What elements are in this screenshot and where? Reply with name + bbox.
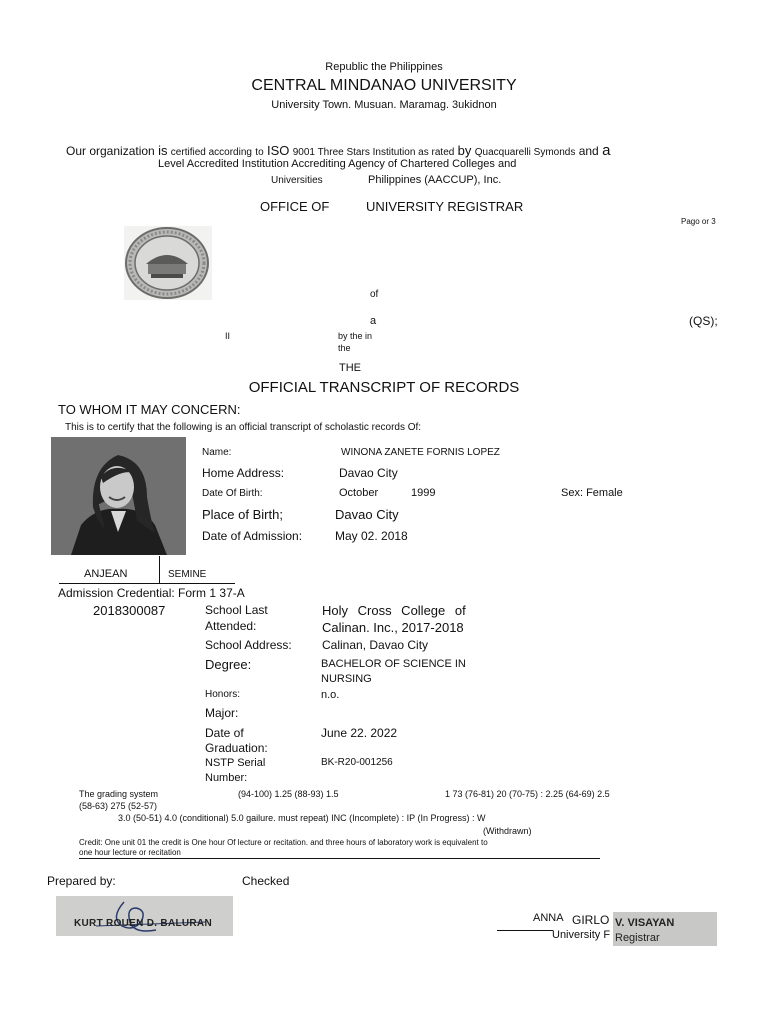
honors-label: Honors: <box>205 689 241 700</box>
grading-label: The grading system <box>79 789 159 799</box>
name-semine: SEMINE <box>168 569 207 580</box>
page-number: Pago or 3 <box>681 217 716 226</box>
registrar-signature: V. VISAYAN Registrar <box>613 912 717 946</box>
doa-label: Date of Admission: <box>202 529 303 543</box>
name-anjean: ANJEAN <box>84 568 128 580</box>
school-address: Calinan, Davao City <box>322 638 429 652</box>
name-label: Name: <box>202 447 232 458</box>
nstp-label-2: Number: <box>205 772 248 784</box>
fragment-the-small: the <box>338 343 351 353</box>
grading-line-2: (58-63) 275 (52-57) <box>79 801 158 811</box>
university-address: University Town. Musuan. Maramag. 3ukidnon <box>271 99 497 111</box>
fragment-the: THE <box>339 362 361 374</box>
grading-line-3: 3.0 (50-51) 4.0 (conditional) 5.0 gailure. must repeat) INC (Incomplete) : IP (In Progress) : W <box>118 813 486 823</box>
graduation-label-1: Date of <box>205 726 244 740</box>
student-name: WINONA ZANETE FORNIS LOPEZ <box>341 447 500 458</box>
school-last-label-1: School Last <box>205 603 268 617</box>
school-last-label-2: Attended: <box>205 619 257 633</box>
divider-horizontal <box>59 583 235 584</box>
certification-line-3b: Philippines (AACCUP), Inc. <box>368 174 502 186</box>
student-id: 2018300087 <box>93 603 166 618</box>
footer-rule <box>79 858 600 859</box>
certification-line-2: Level Accredited Institution Accrediting Agency of Chartered Colleges and <box>158 158 517 170</box>
certification-line-1: Our organization is certified according to ISO 9001 Three Stars Institution as rated by Quacquarelli Symonds and a <box>66 142 611 159</box>
grading-scale-2: 1 73 (76-81) 20 (70-75) : 2.25 (64-69) 2.5 <box>445 789 610 799</box>
dob-label: Date Of Birth: <box>202 488 263 499</box>
checked-label: Checked <box>242 874 290 888</box>
date-of-admission: May 02. 2018 <box>335 529 408 543</box>
registrar-first-name: ANNA <box>533 912 564 924</box>
school-address-label: School Address: <box>205 638 292 652</box>
registrar-sign-line <box>497 930 553 931</box>
dob-year: 1999 <box>411 487 436 499</box>
republic-line: Republic the Philippines <box>325 61 443 73</box>
graduation-date: June 22. 2022 <box>321 726 398 740</box>
student-photo <box>51 437 186 555</box>
place-of-birth: Davao City <box>335 507 399 522</box>
divider-vertical <box>159 556 160 583</box>
office-of: OFFICE OF <box>260 199 330 214</box>
fragment-qs: (QS); <box>689 314 718 328</box>
certification-line-3a: Universities <box>271 175 323 186</box>
home-address-label: Home Address: <box>202 466 285 480</box>
degree-label: Degree: <box>205 657 252 672</box>
honors: n.o. <box>321 689 340 701</box>
fragment-a: a <box>370 315 377 327</box>
degree-2: NURSING <box>321 673 372 685</box>
home-address: Davao City <box>339 466 398 480</box>
fragment-ii: II <box>225 331 231 341</box>
dob-month: October <box>339 487 379 499</box>
to-whom-it-may-concern: TO WHOM IT MAY CONCERN: <box>58 402 241 417</box>
degree-1: BACHELOR OF SCIENCE IN <box>321 658 466 670</box>
nstp-serial: BK-R20-001256 <box>321 757 393 768</box>
office-registrar: UNIVERSITY REGISTRAR <box>366 199 524 214</box>
prepared-by-label: Prepared by: <box>47 874 116 888</box>
grading-line-4: (Withdrawn) <box>483 826 532 836</box>
fragment-by-the-in: by the in <box>338 331 373 341</box>
fragment-of: of <box>370 289 379 300</box>
university-name: CENTRAL MINDANAO UNIVERSITY <box>251 77 517 94</box>
pob-label: Place of Birth; <box>202 507 283 522</box>
major-label: Major: <box>205 706 239 720</box>
document-title: OFFICIAL TRANSCRIPT OF RECORDS <box>248 379 520 396</box>
school-last-1: Holy Cross College of <box>322 603 466 618</box>
credit-line-2: one hour lecture or recitation <box>79 848 181 857</box>
graduation-label-2: Graduation: <box>205 741 268 755</box>
university-seal <box>124 226 212 300</box>
credit-line-1: Credit: One unit 01 the credit is One hour Of lecture or recitation. and three hours of laboratory work is equivalent to <box>79 838 488 847</box>
school-last-2: Calinan. Inc., 2017-2018 <box>322 620 464 635</box>
university-label: University F <box>552 929 611 941</box>
grading-scale-1: (94-100) 1.25 (88-93) 1.5 <box>238 789 339 799</box>
sex: Sex: Female <box>561 487 623 499</box>
registrar-middle-name: GIRLO <box>572 913 610 927</box>
admission-credential: Admission Credential: Form 1 37-A <box>58 586 245 600</box>
certify-statement: This is to certify that the following is an official transcript of scholastic records Of: <box>65 422 422 433</box>
nstp-label-1: NSTP Serial <box>205 757 266 769</box>
preparer-signature: KURT ROUEN D. BALURAN <box>56 896 233 936</box>
